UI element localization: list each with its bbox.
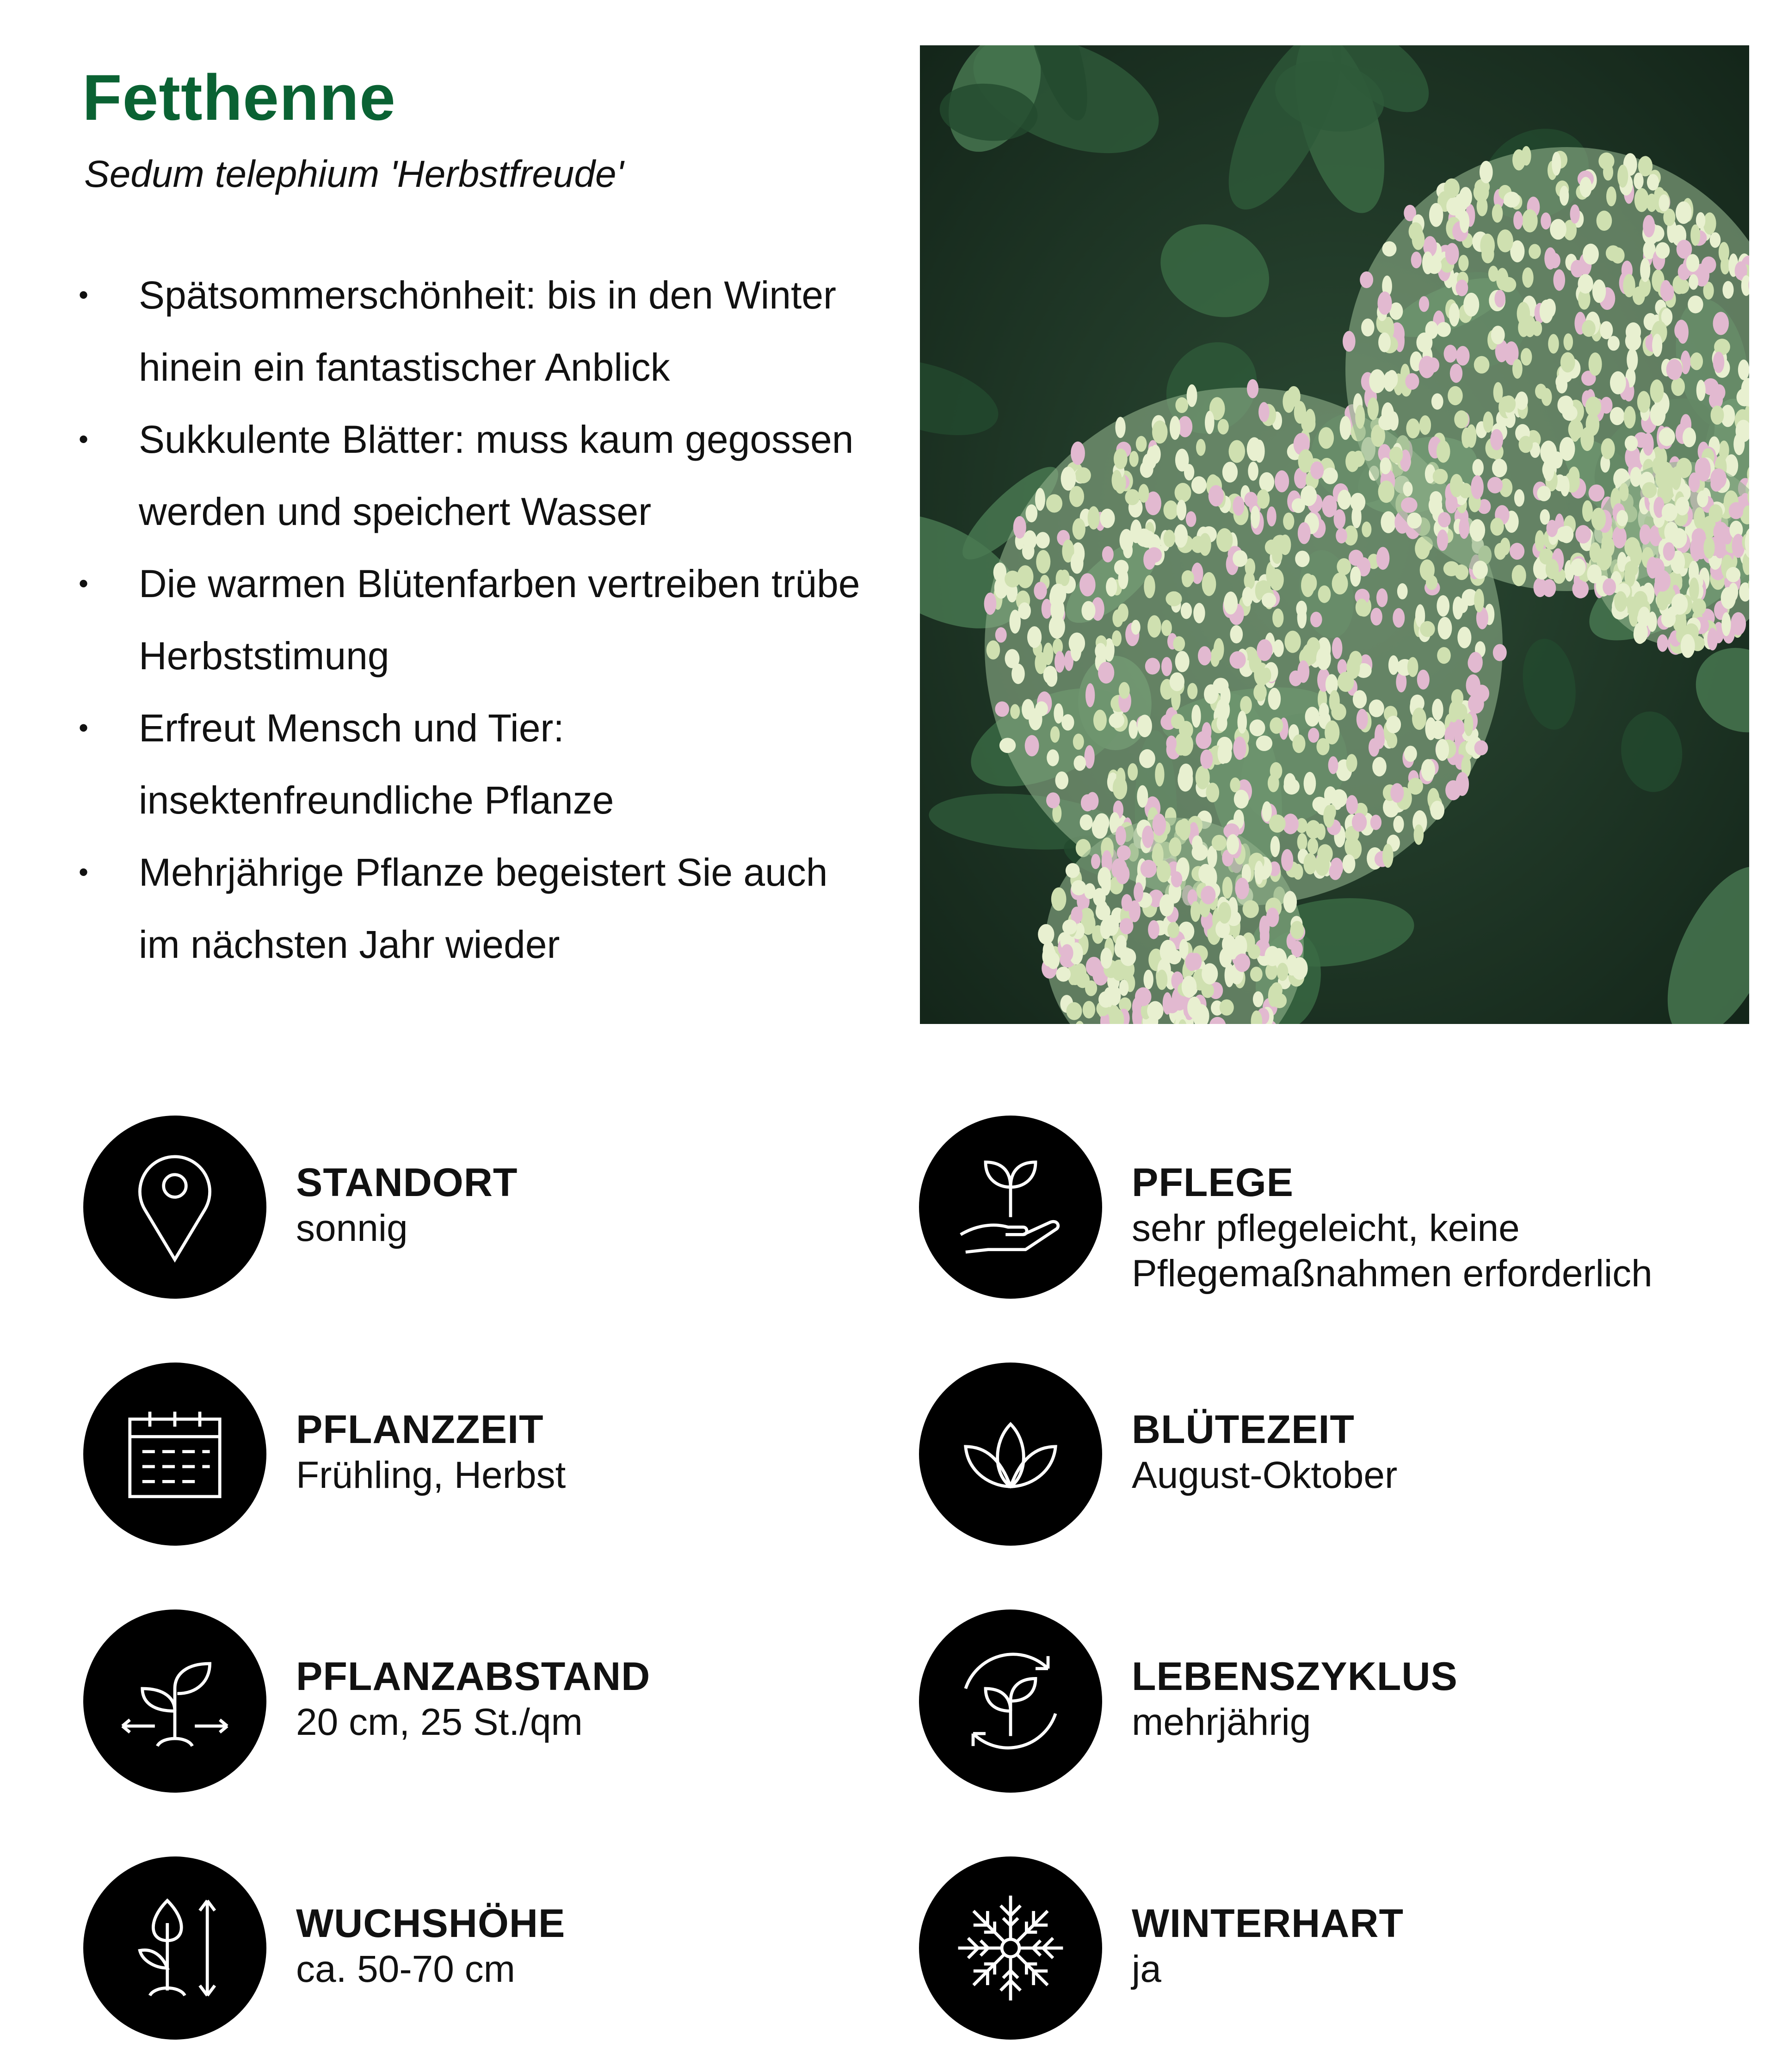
feature-pflege — [919, 1116, 1705, 1301]
feature-bluetezeit — [919, 1363, 1705, 1548]
feature-label: PFLEGE — [1132, 1160, 1294, 1205]
lotus-flower-icon — [919, 1363, 1102, 1546]
feature-value: sehr pflegeleicht, keine Pflegemaßnahmen erforderlich — [1132, 1207, 1653, 1295]
snowflake-icon — [919, 1856, 1102, 2040]
feature-label: LEBENSZYKLUS — [1132, 1654, 1458, 1699]
feature-label: PFLANZABSTAND — [296, 1654, 651, 1699]
feature-value: 20 cm, 25 St./qm — [296, 1701, 583, 1743]
feature-label: STANDORT — [296, 1160, 518, 1205]
bullet-item: • Mehrjährige Pflanze begeistert Sie auch im nächsten Jahr wieder — [79, 836, 865, 980]
feature-value: mehrjährig — [1132, 1701, 1311, 1743]
feature-standort — [83, 1116, 870, 1301]
plant-height-icon — [83, 1856, 266, 2040]
feature-value: ja — [1132, 1948, 1161, 1990]
feature-winterhart — [919, 1856, 1705, 2041]
hand-seedling-icon — [919, 1116, 1102, 1299]
latin-name: Sedum telephium 'Herbstfreude' — [84, 153, 624, 195]
plant-spacing-icon — [83, 1610, 266, 1793]
feature-label: WUCHSHÖHE — [296, 1901, 566, 1946]
feature-value: August-Oktober — [1132, 1454, 1398, 1496]
feature-pflanzzeit — [83, 1363, 870, 1548]
feature-bullet-list — [79, 259, 865, 980]
bullet-item: • Die warmen Blütenfarben vertreiben trübe Herbststimung — [79, 548, 865, 692]
feature-label: BLÜTEZEIT — [1132, 1407, 1355, 1452]
feature-value: sonnig — [296, 1207, 408, 1249]
feature-label: PFLANZZEIT — [296, 1407, 544, 1452]
calendar-icon — [83, 1363, 266, 1546]
feature-value: Frühling, Herbst — [296, 1454, 566, 1496]
product-photo — [920, 45, 1749, 1024]
feature-label: WINTERHART — [1132, 1901, 1404, 1946]
bullet-item: • Erfreut Mensch und Tier: insektenfreundliche Pflanze — [79, 692, 865, 836]
bullet-item: • Spätsommerschönheit: bis in den Winter hinein ein fantastischer Anblick — [79, 259, 865, 403]
feature-wuchshoehe — [83, 1856, 870, 2041]
location-pin-icon — [83, 1116, 266, 1299]
feature-value: ca. 50-70 cm — [296, 1948, 515, 1990]
feature-pflanzabstand — [83, 1610, 870, 1794]
product-title: Fetthenne — [82, 61, 396, 134]
bullet-item: • Sukkulente Blätter: muss kaum gegossen werden und speichert Wasser — [79, 403, 865, 548]
feature-lebenszyklus — [919, 1610, 1705, 1794]
plant-cycle-icon — [919, 1610, 1102, 1793]
